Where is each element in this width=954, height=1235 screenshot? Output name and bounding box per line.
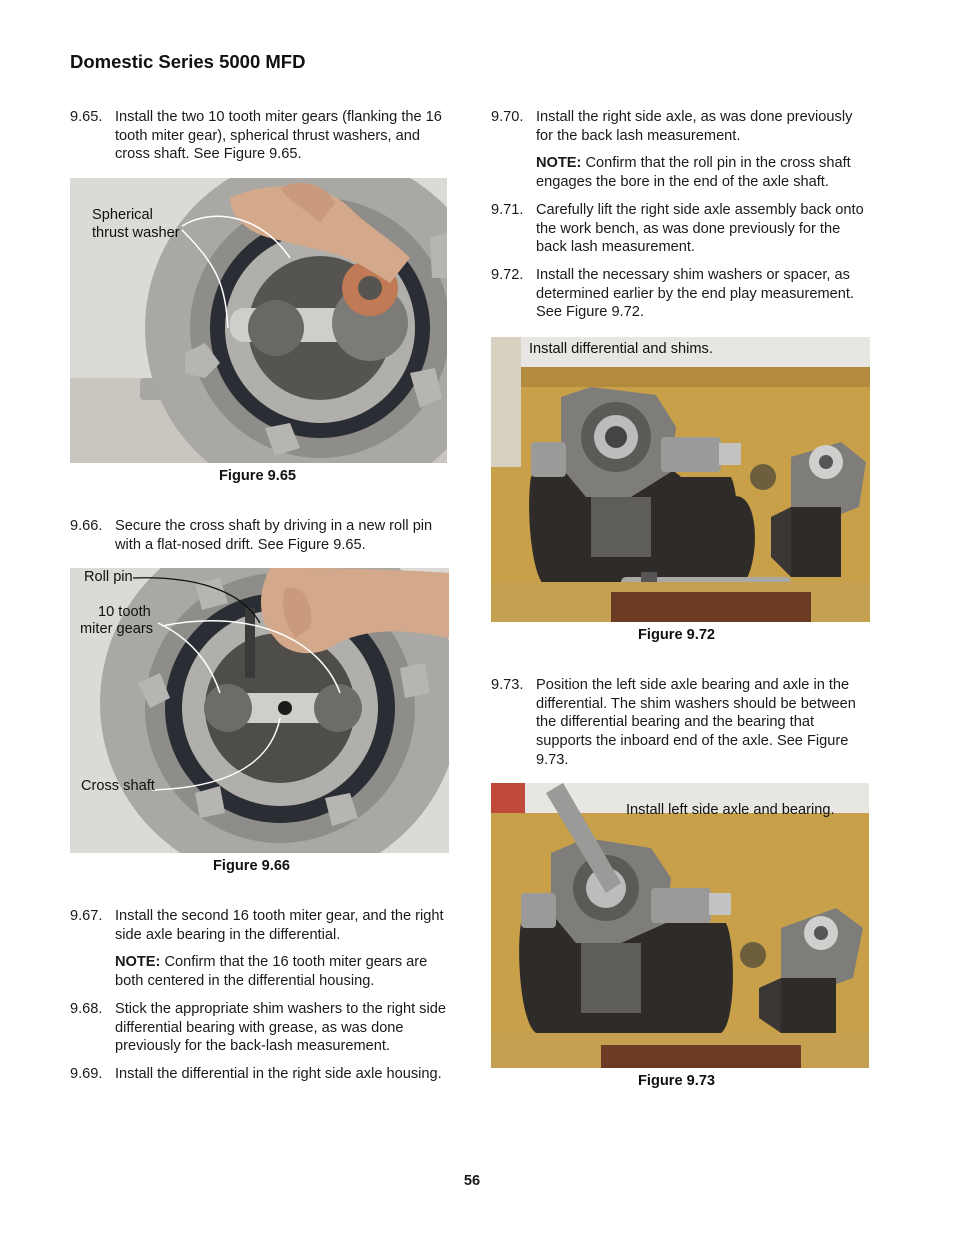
step-9-71 xyxy=(491,201,871,257)
step-text: Secure the cross shaft by driving in a new roll pin with a flat-nosed drift. See Figure 9.65. xyxy=(115,518,433,553)
callout-roll-pin: Roll pin xyxy=(84,569,133,585)
left-column-text-bottom xyxy=(70,907,450,1084)
callout-thrust-washer: thrust washer xyxy=(92,225,180,241)
figure-9-72-photo xyxy=(491,337,870,622)
callout-cross-shaft: Cross shaft xyxy=(81,778,155,794)
step-9-73 xyxy=(491,676,871,770)
step-9-67 xyxy=(70,907,450,944)
callout-miter-gears: miter gears xyxy=(80,621,153,637)
figure-9-65-caption: Figure 9.65 xyxy=(219,468,297,484)
step-text: Install the necessary shim washers or spacer, as determined earlier by the end play measurement. See Figure 9.72. xyxy=(536,266,854,321)
step-9-68 xyxy=(70,1000,450,1056)
step-number: 9.70. xyxy=(491,109,524,125)
step-9-70 xyxy=(491,108,871,145)
step-text: Stick the appropriate shim washers to the right side differential bearing with grease, as was done previously for the back-lash measurement. xyxy=(115,1000,446,1055)
step-9-65 xyxy=(70,108,450,164)
callout-10-tooth: 10 tooth xyxy=(98,604,151,620)
page-number: 56 xyxy=(463,1173,481,1189)
step-number: 9.68. xyxy=(70,1000,103,1017)
step-text: Install the second 16 tooth miter gear, and the right side axle bearing in the differential. xyxy=(115,908,444,943)
step-number: 9.65. xyxy=(70,109,103,125)
note-9-67 xyxy=(70,953,450,990)
page-title: Domestic Series 5000 MFD xyxy=(70,51,306,72)
step-number: 9.66. xyxy=(70,518,103,534)
step-text: Carefully lift the right side axle assembly back onto the work bench, as was done previously for the back lash measurement. xyxy=(536,201,864,256)
left-column-text-top xyxy=(70,108,450,164)
note-label: NOTE: xyxy=(536,155,582,172)
left-column-text-mid xyxy=(70,517,450,554)
callout-install-left-axle: Install left side axle and bearing. xyxy=(626,802,835,818)
note-label: NOTE: xyxy=(115,954,161,971)
note-9-70 xyxy=(491,154,871,191)
callout-install-differential: Install differential and shims. xyxy=(529,341,713,357)
step-number: 9.67. xyxy=(70,908,103,924)
step-number: 9.71. xyxy=(491,201,524,218)
step-text: Install the differential in the right side axle housing. xyxy=(115,1065,442,1082)
note-text: Confirm that the 16 tooth miter gears are both centered in the differential housing. xyxy=(115,954,428,990)
figure-9-73-photo xyxy=(491,783,869,1068)
figure-9-72-caption: Figure 9.72 xyxy=(638,627,716,643)
right-column-text-top xyxy=(491,108,871,322)
step-9-72 xyxy=(491,266,871,322)
step-number: 9.73. xyxy=(491,677,524,693)
right-column-text-bottom xyxy=(491,676,871,770)
figure-9-66-caption: Figure 9.66 xyxy=(213,858,291,874)
step-text: Position the left side axle bearing and axle in the differential. The shim washers should be between the differential bearing and the bearing that supports the inboard end of the axle. See Figure 9.73. xyxy=(536,677,856,768)
step-9-66 xyxy=(70,517,450,554)
step-9-69 xyxy=(70,1065,450,1084)
callout-spherical: Spherical xyxy=(92,207,153,223)
step-text: Install the two 10 tooth miter gears (flanking the 16 tooth miter gear), spherical thrust washers, and cross shaft. See Figure 9.65. xyxy=(115,109,442,163)
step-text: Install the right side axle, as was done previously for the back lash measurement. xyxy=(536,109,853,144)
step-number: 9.69. xyxy=(70,1065,103,1082)
note-text: Confirm that the roll pin in the cross shaft engages the bore in the end of the axle shaft. xyxy=(536,155,851,191)
figure-9-73-caption: Figure 9.73 xyxy=(638,1073,716,1089)
step-number: 9.72. xyxy=(491,266,524,283)
